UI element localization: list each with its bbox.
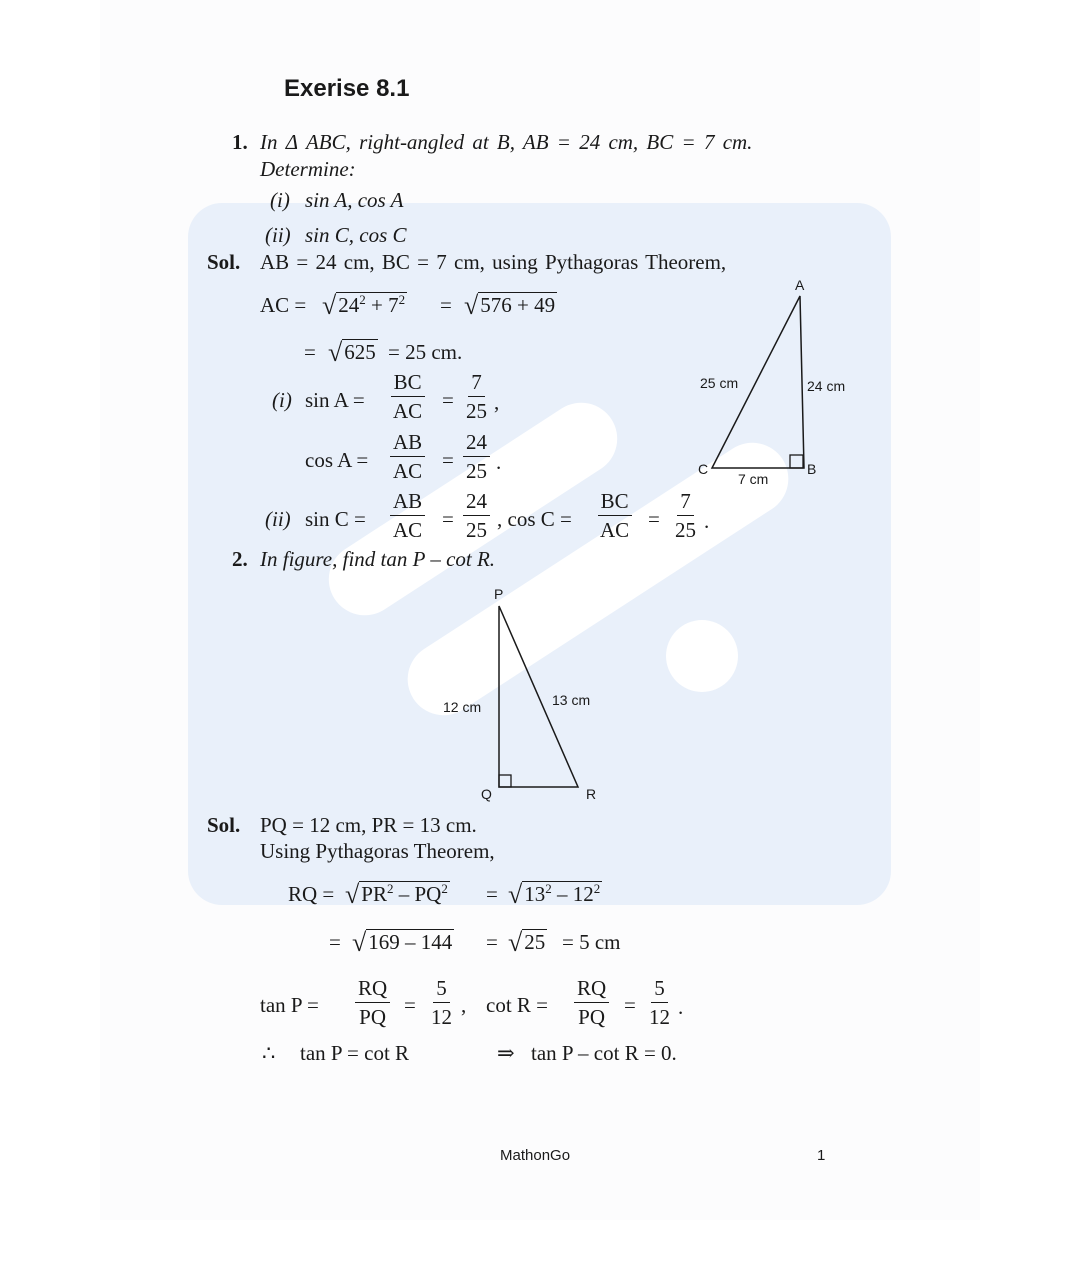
cos-a-value: $\frac{24}{25}$: [463, 430, 490, 483]
sin-c-fraction: $\frac{AB}{AC}$: [390, 489, 425, 542]
line-169-equals: =: [329, 930, 341, 954]
vertex-b-label: B: [807, 461, 817, 477]
line-3-result: = 25 cm.: [388, 340, 463, 364]
question-1-part-ii-label: (ii): [265, 223, 291, 247]
sin-c-value: $\frac{24}{25}$: [463, 489, 490, 542]
solution-1-line-1: AB = 24 cm, BC = 7 cm, using Pythagoras Theorem,: [260, 250, 727, 274]
cos-c-equals: =: [648, 507, 660, 531]
solution-2-label: Sol.: [207, 813, 241, 837]
side-ab-label-24cm: 24 cm: [807, 378, 846, 394]
question-1-part-i-text: sin A, cos A: [305, 188, 404, 212]
ac-radical-2: √576 + 49: [464, 291, 556, 320]
therefore-symbol: ∴: [262, 1041, 276, 1065]
sin-a-equals: =: [442, 388, 454, 412]
rq-radical-2: $√13^2 - 12^2$: [508, 880, 601, 909]
conclusion-1: tan P = cot R: [300, 1041, 410, 1065]
sin-a-value: $\frac{7}{25}$: [466, 370, 487, 423]
rq-equals: =: [486, 882, 498, 906]
cos-c-fraction: $\frac{BC}{AC}$: [597, 489, 632, 542]
vertex-a-label: A: [795, 277, 805, 293]
question-1-determine: Determine:: [260, 157, 356, 181]
sin-c-equals: =: [442, 507, 454, 531]
cot-r-equals: =: [624, 993, 636, 1017]
tan-p-lhs: tan P =: [260, 993, 319, 1017]
cot-r-lhs: cot R =: [486, 993, 549, 1017]
ac-radical-1: $√24^2 + 7^2$: [322, 291, 406, 320]
rq-result: = 5 cm: [562, 930, 621, 954]
side-pr-label-13cm: 13 cm: [552, 692, 591, 708]
line-169-equals-2: =: [486, 930, 498, 954]
page-number: 1: [817, 1147, 826, 1164]
ac-lhs: AC =: [260, 293, 307, 317]
exercise-heading: Exerise 8.1: [284, 75, 410, 102]
hypotenuse-label-25cm: 25 cm: [700, 375, 739, 391]
implies-symbol: ⇒: [497, 1041, 515, 1065]
vertex-r-label: R: [586, 786, 597, 802]
question-1-part-ii-text: sin C, cos C: [305, 223, 407, 247]
cos-a-lhs: cos A =: [305, 448, 369, 472]
solution-1-part-i-label: (i): [272, 388, 292, 412]
sin-a-comma: ,: [494, 390, 500, 414]
vertex-c-label: C: [698, 461, 709, 477]
rq-radical-1: $√PR^2 - PQ^2$: [345, 880, 448, 909]
cot-r-fraction: $\frac{RQ}{PQ}$: [574, 976, 609, 1029]
side-bc-label-7cm: 7 cm: [738, 471, 769, 487]
side-pq-label-12cm: 12 cm: [443, 699, 482, 715]
vertex-p-label: P: [494, 586, 504, 602]
cos-a-equals: =: [442, 448, 454, 472]
question-1-number: 1.: [232, 130, 248, 154]
tan-p-fraction: $\frac{RQ}{PQ}$: [355, 976, 390, 1029]
sin-a-lhs: sin A =: [305, 388, 365, 412]
question-2-number: 2.: [232, 547, 248, 571]
footer-brand: MathonGo: [500, 1147, 571, 1164]
cos-c-lhs: , cos C =: [497, 507, 572, 531]
radical-25: √25: [508, 928, 546, 957]
cos-a-fraction: $\frac{AB}{AC}$: [390, 430, 425, 483]
solution-1-label: Sol.: [207, 250, 241, 274]
vertex-q-label: Q: [481, 786, 492, 802]
sin-a-fraction: $\frac{BC}{AC}$: [390, 370, 425, 423]
ac-equals: =: [440, 293, 452, 317]
radical-169-144: √169 – 144: [352, 928, 453, 957]
cos-c-period: .: [704, 509, 710, 533]
rq-lhs: RQ =: [288, 882, 335, 906]
conclusion-2: tan P – cot R = 0.: [531, 1041, 677, 1065]
question-1-text: In Δ ABC, right-angled at B, AB = 24 cm, BC = 7 cm.: [260, 130, 753, 154]
solution-2-line-2: Using Pythagoras Theorem,: [260, 839, 495, 863]
cos-a-period: .: [496, 450, 502, 474]
question-2-text: In figure, find tan P – cot R.: [260, 547, 496, 571]
tan-p-value: $\frac{5}{12}$: [431, 976, 452, 1029]
line-3-equals: =: [304, 340, 316, 364]
watermark-dot: [666, 620, 738, 692]
question-1-part-i-label: (i): [270, 188, 290, 212]
sin-c-lhs: sin C =: [305, 507, 366, 531]
radical-625: √625: [328, 338, 376, 367]
cos-c-value: $\frac{7}{25}$: [675, 489, 696, 542]
cot-r-period: .: [678, 995, 684, 1019]
tan-p-equals: =: [404, 993, 416, 1017]
solution-1-part-ii-label: (ii): [265, 507, 291, 531]
cot-r-value: $\frac{5}{12}$: [649, 976, 670, 1029]
tan-p-comma: ,: [461, 993, 467, 1017]
solution-2-line-1: PQ = 12 cm, PR = 13 cm.: [260, 813, 477, 837]
